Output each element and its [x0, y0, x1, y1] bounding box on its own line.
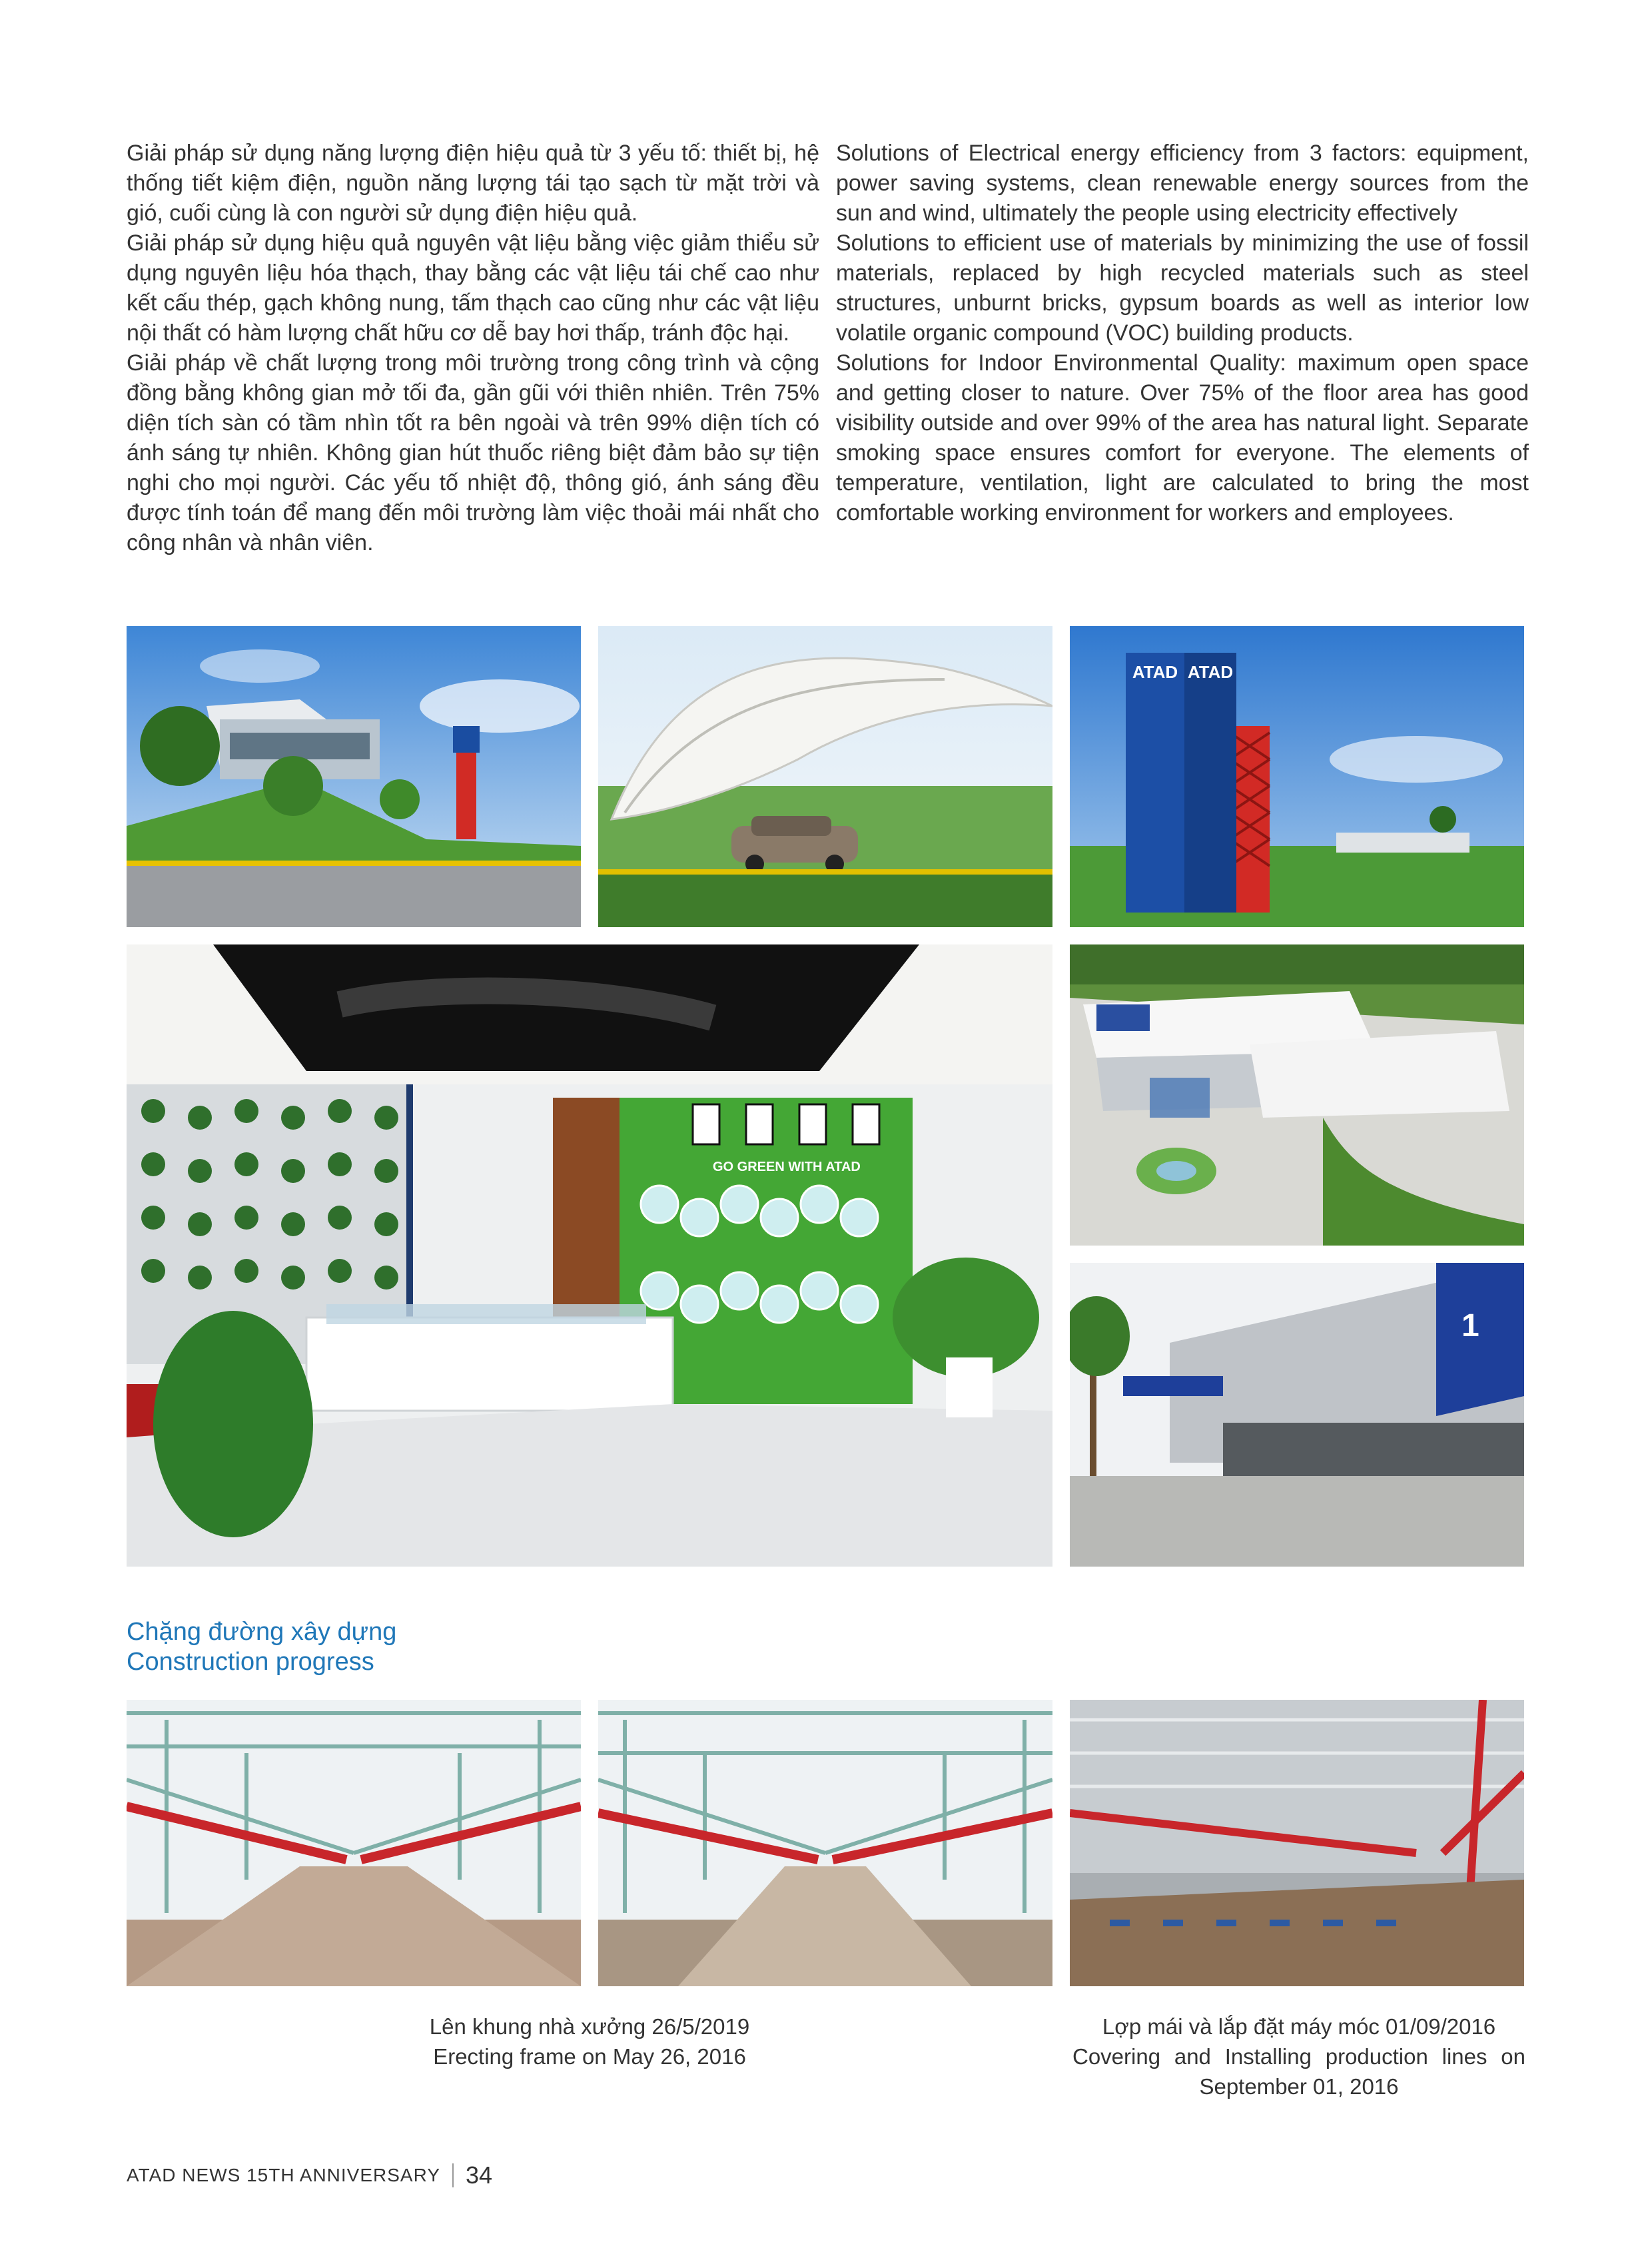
section-heading — [127, 1617, 396, 1677]
photo-construction-2 — [598, 1700, 1052, 1986]
atad-logo: ATAD — [1132, 662, 1178, 682]
wall-sign: GO GREEN WITH ATAD — [713, 1160, 861, 1174]
photo-factory-building — [1070, 1263, 1524, 1567]
footer-publication-label: ATAD NEWS 15TH ANNIVERSARY — [127, 2165, 440, 2185]
photo-office-building — [127, 626, 581, 927]
photo-atad-tower — [1070, 626, 1524, 927]
caption-line: Lợp mái và lắp đặt máy móc 01/09/2016 — [1102, 2014, 1496, 2039]
photo-parking-canopy — [598, 626, 1052, 927]
page-number: 34 — [466, 2161, 493, 2189]
page-footer — [127, 2161, 492, 2189]
section-heading-english: Construction progress — [127, 1648, 374, 1676]
building-number: 1 — [1461, 1308, 1479, 1343]
paragraph: Giải pháp sử dụng hiệu quả nguyên vật liệu bằng việc giảm thiểu sử dụng nguyên liệu hóa thạch, thay bằng các vật liệu tái chế cao như kết cấu thép, gạch không nung, tấm thạch cao cũng như các vật liệu nội thất có hàm lượng chất hữu cơ dễ bay hơi thấp, tránh độc hại. — [127, 230, 819, 346]
atad-logo: ATAD — [1187, 662, 1234, 682]
caption-line: Lên khung nhà xưởng 26/5/2019 — [429, 2014, 750, 2039]
paragraph: Solutions to efficient use of materials by minimizing the use of fossil materials, replaced by high recycled materials such as steel structures, unburnt bricks, gypsum boards as well as interior low volatile organic compound (VOC) building products. — [836, 230, 1529, 346]
photo-construction-1 — [127, 1700, 581, 1986]
caption-erecting-frame — [383, 2012, 796, 2071]
caption-covering-installing — [1072, 2012, 1525, 2101]
section-heading-vietnamese: Chặng đường xây dựng — [127, 1618, 397, 1646]
caption-line: September 01, 2016 — [1199, 2074, 1399, 2099]
paragraph: Solutions of Electrical energy efficiency from 3 factors: equipment, power saving systems, clean renewable energy sources from the sun and wind, ultimately the people using electricity effectively — [836, 141, 1529, 226]
body-text-vietnamese — [127, 139, 819, 558]
caption-line: Covering and Installing production lines on — [1072, 2044, 1525, 2069]
photo-aerial-office — [1070, 944, 1524, 1246]
paragraph: Giải pháp về chất lượng trong môi trường trong công trình và cộng đồng bằng không gian mở tối đa, gần gũi với thiên nhiên. Trên 75% diện tích sàn có tầm nhìn tốt ra bên ngoài và trên 99% diện tích có ánh sáng tự nhiên. Không gian hút thuốc riêng biệt đảm bảo sự tiện nghi cho mọi người. Các yếu tố nhiệt độ, thông gió, ánh sáng đều được tính toán để mang đến môi trường làm việc thoải mái nhất cho công nhân và nhân viên. — [127, 350, 819, 556]
photo-interior-lobby — [127, 944, 1052, 1567]
body-text-english — [836, 139, 1529, 528]
footer-divider — [452, 2163, 454, 2187]
paragraph: Giải pháp sử dụng năng lượng điện hiệu quả từ 3 yếu tố: thiết bị, hệ thống tiết kiệm điện, nguồn năng lượng tái tạo sạch từ mặt trời và gió, cuối cùng là con người sử dụng điện hiệu quả. — [127, 141, 819, 226]
caption-line: Erecting frame on May 26, 2016 — [433, 2044, 746, 2069]
paragraph: Solutions for Indoor Environmental Quality: maximum open space and getting closer to nature. Over 75% of the floor area has good visibility outside and over 99% of the area has natural light. Separate smoking space ensures comfort for everyone. The elements of temperature, ventilation, light are calculated to bring the most comfortable working environment for workers and employees. — [836, 350, 1529, 526]
photo-construction-3 — [1070, 1700, 1524, 1986]
